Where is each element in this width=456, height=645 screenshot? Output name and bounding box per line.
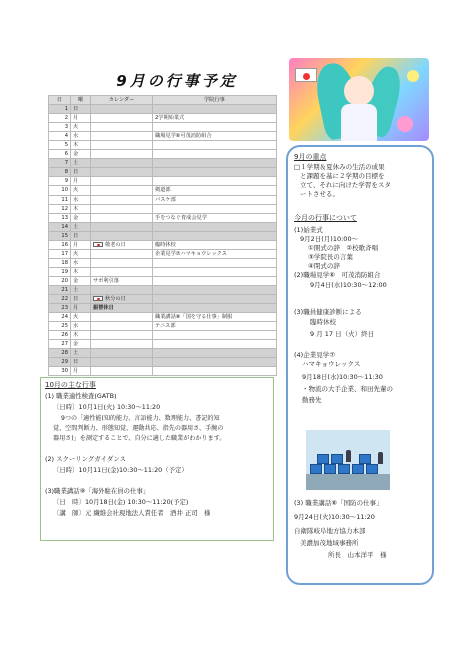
cell-date <box>49 168 71 177</box>
focus-line: ートさせる。 <box>300 190 339 198</box>
cell-date <box>49 276 71 285</box>
cell-weekday-text: 木 <box>73 205 79 212</box>
cell-weekday <box>71 222 91 231</box>
cell-calendar-note-text: 敬老の日 <box>105 241 126 248</box>
cell-calendar-note <box>91 168 153 177</box>
cell-school-event <box>153 159 277 168</box>
cell-school-event <box>153 304 277 313</box>
cell-weekday-text: 火 <box>73 124 79 131</box>
calendar-row <box>49 367 277 376</box>
cell-date <box>49 304 71 313</box>
event-line: 9月24日(火)10:30～11:20 <box>294 513 375 521</box>
cell-calendar-note <box>91 213 153 222</box>
cell-school-event <box>153 114 277 123</box>
event-line: (3) 職業講話⑧「国防の仕事」 <box>294 499 383 507</box>
cell-calendar-note <box>91 331 153 340</box>
event-line: 勤務先 <box>302 396 322 404</box>
calendar-row <box>49 340 277 349</box>
cell-weekday <box>71 177 91 186</box>
october-heading: 10月の主な行事 <box>45 381 96 389</box>
cell-calendar-note <box>91 240 153 249</box>
event-line: ハマキョウレックス <box>302 360 361 368</box>
event-line: ④閉式の辞 <box>308 262 340 270</box>
october-line: 器用さ)」を測定することで、自分に適した職業がわかります。 <box>53 435 226 442</box>
cell-weekday-text: 月 <box>73 178 79 185</box>
cell-date <box>49 132 71 141</box>
october-line: 〔日時〕10月1日(火) 10:30～11:20 <box>53 403 161 411</box>
cell-calendar-note <box>91 186 153 195</box>
cell-weekday-text: 水 <box>73 133 79 140</box>
cell-weekday <box>71 313 91 322</box>
events-heading: 今月の行事について <box>294 214 357 222</box>
cell-date-text: 19 <box>61 268 68 275</box>
cell-weekday-text: 土 <box>73 223 79 230</box>
calendar-row <box>49 141 277 150</box>
cell-calendar-note <box>91 114 153 123</box>
cell-weekday <box>71 267 91 276</box>
cell-weekday <box>71 141 91 150</box>
flag-icon <box>295 68 317 82</box>
cell-date-text: 18 <box>61 259 68 266</box>
cell-weekday <box>71 285 91 294</box>
cell-weekday <box>71 331 91 340</box>
cell-school-event <box>153 141 277 150</box>
calendar-row <box>49 150 277 159</box>
cell-weekday <box>71 123 91 132</box>
cell-date-text: 6 <box>64 151 68 158</box>
cell-school-event <box>153 276 277 285</box>
anime-illustration <box>289 58 429 141</box>
cell-weekday <box>71 249 91 258</box>
warehouse-photo <box>306 430 390 490</box>
cell-weekday <box>71 204 91 213</box>
event-line: ①開式の辞 ②校歌斉唱 <box>308 244 379 252</box>
cell-weekday <box>71 168 91 177</box>
cell-weekday-text: 金 <box>73 277 79 284</box>
calendar-row <box>49 114 277 123</box>
cell-school-event <box>153 186 277 195</box>
calendar-row <box>49 285 277 294</box>
cell-date <box>49 240 71 249</box>
cell-date <box>49 231 71 240</box>
cell-date <box>49 150 71 159</box>
cell-school-event <box>153 267 277 276</box>
cell-date <box>49 349 71 358</box>
cell-date <box>49 123 71 132</box>
event-line: (3)職員健康診断による <box>294 308 362 316</box>
calendar-row <box>49 267 277 276</box>
cell-weekday <box>71 114 91 123</box>
calendar-row <box>49 295 277 304</box>
cell-calendar-note <box>91 231 153 240</box>
cell-date <box>49 258 71 267</box>
cell-weekday <box>71 340 91 349</box>
cell-school-event <box>153 340 277 349</box>
cell-weekday-text: 日 <box>73 296 79 303</box>
cell-date <box>49 204 71 213</box>
cell-date-text: 26 <box>61 332 68 339</box>
cell-calendar-note <box>91 159 153 168</box>
cell-school-event-text: 剣道部 <box>155 187 171 194</box>
calendar-row <box>49 168 277 177</box>
calendar-row <box>49 132 277 141</box>
cell-school-event <box>153 132 277 141</box>
cell-date-text: 16 <box>61 241 68 248</box>
event-line: 9月18日(水)10:30～11:30 <box>302 373 383 381</box>
cell-school-event <box>153 367 277 376</box>
event-calendar-table <box>48 95 277 376</box>
cell-weekday <box>71 195 91 204</box>
calendar-row <box>49 204 277 213</box>
october-line: 〔講 師〕元 繊維会社現地法人責任者 酒井 正司 様 <box>53 509 211 517</box>
cell-calendar-note-text: 振替休日 <box>93 305 114 312</box>
cell-school-event <box>153 231 277 240</box>
cell-school-event <box>153 249 277 258</box>
cell-calendar-note-text: サポ利引落 <box>93 277 119 284</box>
calendar-row <box>49 276 277 285</box>
cell-weekday-text: 日 <box>73 169 79 176</box>
cell-school-event <box>153 240 277 249</box>
cell-date-text: 8 <box>64 169 68 176</box>
cell-school-event <box>153 358 277 367</box>
cell-calendar-note <box>91 141 153 150</box>
cell-calendar-note <box>91 177 153 186</box>
cell-date-text: 4 <box>64 133 68 140</box>
cell-date-text: 5 <box>64 142 68 149</box>
calendar-row <box>49 105 277 114</box>
cell-date <box>49 222 71 231</box>
cell-school-event-text: 職場見学⑥可茂消防組合 <box>155 133 212 140</box>
japan-flag-icon <box>93 242 103 247</box>
cell-weekday-text: 土 <box>73 287 79 293</box>
cell-weekday-text: 日 <box>73 359 79 366</box>
calendar-row <box>49 222 277 231</box>
cell-weekday <box>71 295 91 304</box>
cell-weekday <box>71 322 91 331</box>
october-line: 覚、空間判断力、形態知覚、運動共応、指先の器用さ、手腕の <box>53 425 224 432</box>
event-line: 9月4日(水)10:30～12:00 <box>310 281 387 289</box>
calendar-row <box>49 331 277 340</box>
cell-weekday <box>71 150 91 159</box>
cell-school-event-text: 企業見学⑦ハマキョウレックス <box>155 250 227 257</box>
cell-date-text: 20 <box>61 277 68 284</box>
cell-date <box>49 159 71 168</box>
cell-weekday-text: 木 <box>73 268 79 275</box>
page-title: 9月の行事予定 <box>116 72 238 90</box>
cell-school-event <box>153 349 277 358</box>
cell-school-event <box>153 195 277 204</box>
cell-school-event <box>153 313 277 322</box>
cell-weekday-text: 金 <box>73 214 79 221</box>
cell-calendar-note <box>91 249 153 258</box>
header-date: 日 <box>49 96 71 105</box>
cell-date-text: 3 <box>64 124 68 131</box>
cell-calendar-note <box>91 105 153 114</box>
cell-weekday-text: 金 <box>73 151 79 158</box>
cell-date <box>49 105 71 114</box>
cell-weekday <box>71 186 91 195</box>
cell-weekday <box>71 276 91 285</box>
cell-date-text: 14 <box>61 223 68 230</box>
cell-weekday-text: 火 <box>73 187 79 194</box>
cell-date <box>49 285 71 294</box>
header-weekday: 曜 <box>71 96 91 105</box>
cell-weekday-text: 木 <box>73 142 79 149</box>
october-events-box <box>40 377 274 541</box>
cell-school-event <box>153 150 277 159</box>
event-line: 美濃加茂地域事務所 <box>300 539 359 547</box>
calendar-row <box>49 186 277 195</box>
cell-calendar-note <box>91 123 153 132</box>
cell-weekday-text: 日 <box>73 106 79 113</box>
cell-calendar-note <box>91 276 153 285</box>
cell-school-event <box>153 177 277 186</box>
cell-weekday-text: 火 <box>73 314 79 321</box>
calendar-row <box>49 313 277 322</box>
cell-date-text: 23 <box>61 305 68 312</box>
calendar-row <box>49 240 277 249</box>
cell-date-text: 15 <box>61 232 68 239</box>
cell-weekday-text: 火 <box>73 250 79 257</box>
cell-weekday <box>71 213 91 222</box>
cell-weekday-text: 水 <box>73 259 79 266</box>
october-line: (2) スクーリングガイダンス <box>45 455 126 463</box>
cell-calendar-note <box>91 204 153 213</box>
cell-weekday <box>71 159 91 168</box>
cell-weekday-text: 土 <box>73 350 79 357</box>
event-line: ・物流の大手企業、和田先輩の <box>302 385 393 393</box>
cell-school-event <box>153 105 277 114</box>
cell-date-text: 21 <box>61 287 68 293</box>
cell-date-text: 29 <box>61 359 68 366</box>
cell-school-event <box>153 258 277 267</box>
cell-weekday <box>71 258 91 267</box>
cell-date-text: 24 <box>61 314 68 321</box>
cell-school-event <box>153 331 277 340</box>
cell-weekday <box>71 105 91 114</box>
cell-calendar-note <box>91 285 153 294</box>
cell-weekday-text: 木 <box>73 332 79 339</box>
cell-weekday <box>71 349 91 358</box>
cell-calendar-note <box>91 295 153 304</box>
cell-date-text: 27 <box>61 341 68 348</box>
calendar-header-row <box>49 96 277 105</box>
cell-weekday <box>71 358 91 367</box>
calendar-row <box>49 231 277 240</box>
cell-weekday-text: 金 <box>73 341 79 348</box>
cell-calendar-note <box>91 195 153 204</box>
cell-calendar-note <box>91 222 153 231</box>
cell-date-text: 17 <box>61 250 68 257</box>
cell-calendar-note <box>91 313 153 322</box>
cell-school-event <box>153 213 277 222</box>
cell-school-event-text: 職業講話⑧「国を守る仕事」制服 <box>155 314 233 321</box>
cell-date-text: 13 <box>61 214 68 221</box>
event-line: 9月2日(月)10:00～ <box>300 235 359 243</box>
cell-date-text: 9 <box>64 178 68 185</box>
cell-date <box>49 213 71 222</box>
cell-date-text: 22 <box>61 296 68 303</box>
cell-date-text: 10 <box>61 187 68 194</box>
october-line: 〔日時〕10月11日(金)10:30～11:20（予定） <box>53 466 188 474</box>
cell-weekday-text: 月 <box>73 115 79 122</box>
calendar-row <box>49 177 277 186</box>
calendar-row <box>49 349 277 358</box>
october-line: 9つの「適性能(知的能力、言語能力、数理能力、書記的知 <box>61 415 220 422</box>
cell-weekday-text: 月 <box>73 368 79 375</box>
october-line: 〔日 時〕10月18日(金) 10:30～11:20(予定) <box>53 498 189 506</box>
cell-date <box>49 249 71 258</box>
calendar-row <box>49 358 277 367</box>
cell-calendar-note <box>91 322 153 331</box>
cell-date-text: 28 <box>61 350 68 357</box>
cell-weekday-text: 日 <box>73 232 79 239</box>
cell-date <box>49 295 71 304</box>
cell-weekday-text: 月 <box>73 241 79 248</box>
cell-date-text: 30 <box>61 368 68 375</box>
october-line: (1) 職業適性検査(GATB) <box>45 392 117 400</box>
cell-calendar-note-text: 秋分の日 <box>105 296 126 303</box>
event-line: (1)始業式 <box>294 226 323 234</box>
cell-calendar-note <box>91 367 153 376</box>
calendar-row <box>49 304 277 313</box>
event-line: 9 月 17 日（火）終日 <box>310 330 375 338</box>
cell-date <box>49 358 71 367</box>
cell-weekday <box>71 240 91 249</box>
cell-school-event <box>153 295 277 304</box>
cell-school-event-text: 臨時休校 <box>155 241 176 248</box>
cell-calendar-note <box>91 358 153 367</box>
cell-date <box>49 340 71 349</box>
cell-calendar-note <box>91 304 153 313</box>
cell-weekday-text: 水 <box>73 196 79 203</box>
cell-school-event-text: テニス部 <box>155 323 176 330</box>
cell-school-event-text: バスケ部 <box>155 196 176 203</box>
cell-school-event-text: 2学期始業式 <box>155 115 185 122</box>
cell-date <box>49 177 71 186</box>
cell-weekday <box>71 367 91 376</box>
cell-calendar-note <box>91 132 153 141</box>
cell-date <box>49 322 71 331</box>
event-line: 所長 山本洋平 様 <box>328 551 387 559</box>
calendar-row <box>49 213 277 222</box>
cell-weekday <box>71 231 91 240</box>
cell-calendar-note <box>91 258 153 267</box>
focus-line: 立て、それに向けた学習をスタ <box>300 181 391 189</box>
header-school-events: 学院行事 <box>153 96 277 105</box>
focus-line: □１学期＆夏休みの生活の成果 <box>294 163 385 171</box>
cell-date-text: 7 <box>64 160 68 167</box>
cell-date-text: 25 <box>61 323 68 330</box>
cell-date <box>49 195 71 204</box>
calendar-row <box>49 123 277 132</box>
event-line: 臨時休校 <box>310 318 336 326</box>
event-line: ③学院長の言葉 <box>308 253 353 261</box>
cell-date-text: 11 <box>61 196 68 203</box>
cell-date-text: 12 <box>61 205 68 212</box>
calendar-row <box>49 195 277 204</box>
cell-school-event <box>153 123 277 132</box>
cell-date <box>49 114 71 123</box>
cell-date <box>49 367 71 376</box>
cell-date <box>49 186 71 195</box>
september-info-box <box>286 145 434 585</box>
cell-date-text: 2 <box>64 115 68 122</box>
cell-weekday <box>71 132 91 141</box>
cell-weekday <box>71 304 91 313</box>
header-calendar: カレンダー <box>91 96 153 105</box>
cell-weekday-text: 月 <box>73 305 79 312</box>
calendar-row <box>49 159 277 168</box>
cell-date-text: 1 <box>64 106 68 113</box>
event-line: 自衛隊岐阜地方協力本部 <box>294 527 366 535</box>
focus-line: と課題を基に２学期の目標を <box>300 172 385 180</box>
cell-school-event <box>153 204 277 213</box>
event-line: (2)職場見学⑥ 可茂消防組合 <box>294 271 381 279</box>
cell-school-event <box>153 222 277 231</box>
cell-calendar-note <box>91 267 153 276</box>
focus-heading: 9月の重点 <box>294 153 327 161</box>
cell-school-event <box>153 168 277 177</box>
cell-weekday-text: 土 <box>73 160 79 167</box>
cell-school-event <box>153 322 277 331</box>
cell-date <box>49 313 71 322</box>
cell-school-event-text: 手をつなぐ育成会見学 <box>155 214 207 221</box>
event-line: (4)企業見学⑦ <box>294 351 336 359</box>
cell-date <box>49 141 71 150</box>
cell-calendar-note <box>91 340 153 349</box>
cell-calendar-note <box>91 150 153 159</box>
calendar-row <box>49 258 277 267</box>
japan-flag-icon <box>93 296 103 301</box>
cell-school-event <box>153 285 277 294</box>
calendar-row <box>49 249 277 258</box>
cell-date <box>49 331 71 340</box>
cell-calendar-note <box>91 349 153 358</box>
cell-weekday-text: 水 <box>73 323 79 330</box>
calendar-row <box>49 322 277 331</box>
cell-date <box>49 267 71 276</box>
october-line: (3)職業講話⑨「海外駐在員の仕事」 <box>45 487 150 495</box>
